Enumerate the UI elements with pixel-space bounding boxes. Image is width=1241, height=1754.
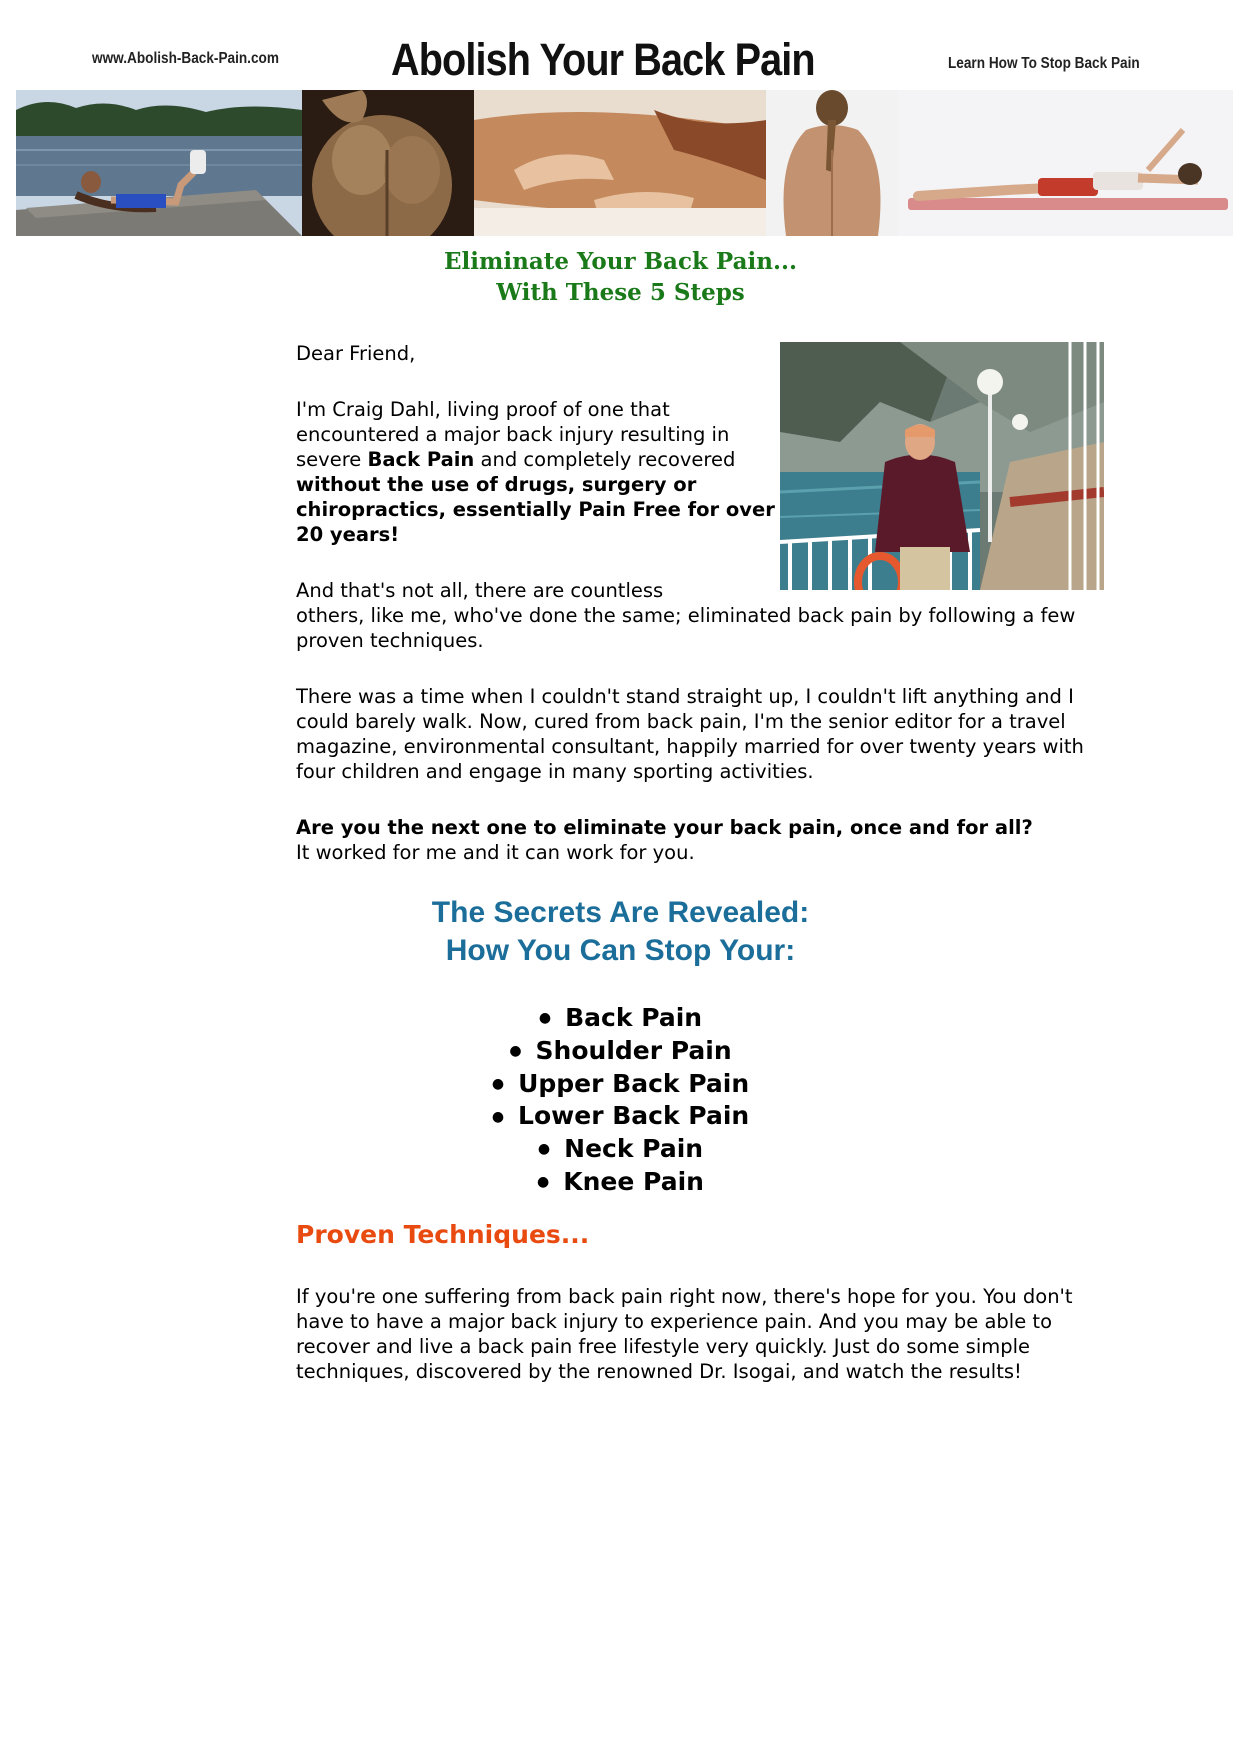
intro-paragraph [296, 397, 776, 547]
photo-muscular-back [302, 90, 474, 236]
pain-item-label: Upper Back Pain [518, 1068, 750, 1098]
bullet-icon: ● [491, 1075, 505, 1092]
photo-stretch-mat [898, 90, 1233, 236]
headline-line-1: Eliminate Your Back Pain... [444, 248, 797, 275]
list-item [0, 1035, 1241, 1068]
paragraph-story: There was a time when I couldn't stand straight up, I couldn't lift anything and I could barely walk. Now, cured from back pain, I'm the senior editor for a travel magazine, environmental consultant, happily married for over twenty years with four children and engage in many sporting activities. [296, 685, 1084, 783]
proven-techniques-paragraph: If you're one suffering from back pain right now, there's hope for you. You don't have to have a major back injury to experience pain. And you may be able to recover and live a back pain free lifestyle very quickly. Just do some simple techniques, discovered by the renowned Dr. Isogai, and watch the results! [296, 1285, 1073, 1383]
pain-item-label: Neck Pain [564, 1134, 704, 1163]
question-bold: Are you the next one to eliminate your back pain, once and for all? [296, 816, 1033, 839]
p2-rest: others, like me, who've done the same; eliminated back pain by following a few proven techniques. [296, 604, 1076, 652]
headline [0, 246, 1241, 308]
banner-tagline: Learn How To Stop Back Pain [948, 55, 1140, 72]
secrets-line-2: How You Can Stop Your: [445, 934, 796, 967]
bullet-icon: ● [509, 1043, 522, 1059]
list-item [0, 1068, 1241, 1101]
secrets-line-1: The Secrets Are Revealed: [431, 896, 810, 929]
list-item [0, 1100, 1241, 1133]
author-photo [780, 342, 1104, 590]
p2-text [296, 578, 1106, 653]
pain-list [0, 1002, 1241, 1199]
paragraph-countless-others [296, 578, 1106, 653]
secrets-heading [0, 894, 1241, 970]
pain-item-label: Back Pain [565, 1003, 703, 1032]
bullet-icon: ● [537, 1141, 551, 1158]
headline-line-2: With These 5 Steps [496, 279, 745, 306]
intro-emphasis: without the use of drugs, surgery or chiropractics, essentially Pain Free for over 20 years! [296, 473, 775, 546]
pain-item-label: Shoulder Pain [535, 1035, 732, 1065]
photo-braid-back [766, 90, 898, 236]
p2-line-1: And that's not all, there are countless [296, 579, 664, 602]
question-rest: It worked for me and it can work for you. [296, 841, 695, 864]
list-item [0, 1002, 1241, 1035]
banner-photo-strip [16, 90, 1233, 236]
bullet-icon: ● [491, 1108, 505, 1125]
banner-title-strip [16, 30, 1233, 90]
bullet-icon: ● [538, 1010, 552, 1027]
header-banner [16, 30, 1233, 236]
greeting: Dear Friend, [296, 342, 416, 365]
list-item [0, 1166, 1241, 1199]
intro-text-a: I'm Craig Dahl, living proof of one that encountered a major back injury resulting in severe [296, 398, 730, 471]
intro-back-pain: Back Pain [367, 448, 475, 471]
list-item [0, 1133, 1241, 1166]
proven-techniques-heading: Proven Techniques... [296, 1220, 590, 1249]
photo-massage [474, 90, 766, 236]
banner-title: Abolish Your Back Pain [391, 34, 815, 85]
site-url[interactable]: www.Abolish-Back-Pain.com [92, 50, 279, 67]
paragraph-question [296, 815, 1106, 865]
photo-lake-exercise [16, 90, 302, 236]
pain-item-label: Lower Back Pain [518, 1101, 750, 1131]
bullet-icon: ● [537, 1174, 550, 1190]
pain-item-label: Knee Pain [563, 1166, 704, 1196]
intro-text-c: and completely recovered [474, 448, 736, 471]
